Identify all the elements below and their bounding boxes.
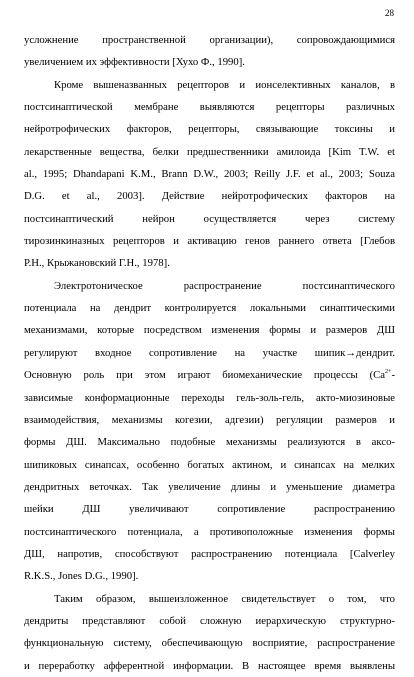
text-line: постсинаптический нейрон осуществляется через систему bbox=[24, 212, 395, 225]
text-line: взаимодействия, механизмы когезии, адгезии) регуляции размеров и bbox=[24, 413, 395, 426]
text-line: Электротоническое распространение постсинаптического bbox=[54, 279, 395, 292]
text-line: ДШ, напротив, способствуют распространению потенциала [Calverley bbox=[24, 547, 395, 560]
text-line: потенциала на дендрит контролируется локальными синаптическими bbox=[24, 302, 395, 315]
text-line: Кроме вышеназванных рецепторов и ионселективных каналов, в bbox=[54, 78, 395, 91]
page-number: 28 bbox=[385, 8, 394, 18]
text-line: увеличением их эффективности [Хухо Ф., 1990]. bbox=[24, 56, 245, 69]
text-line: регулируют входное сопротивление на участке шипик→дендрит. bbox=[24, 346, 395, 359]
text-line: зависимые конформационные переходы гель-золь-гель, акто-миозиновые bbox=[24, 391, 395, 404]
text-line: постсинаптической мембране выявляются рецепторы различных bbox=[24, 101, 395, 114]
text-line: шейки ДШ увеличивают сопротивление распространению bbox=[24, 503, 395, 516]
superscript: 2+ bbox=[385, 369, 392, 376]
text-line: D.G. et al., 2003]. Действие нейротрофических факторов на bbox=[24, 190, 395, 203]
text-line: Таким образом, вышеизложенное свидетельствует о том, что bbox=[54, 592, 395, 605]
text-line: постсинаптического потенциала, а противоположные изменения формы bbox=[24, 525, 395, 538]
document-body bbox=[24, 29, 395, 677]
text-line: и переработку афферентной информации. В настоящее время выявлены bbox=[24, 659, 395, 672]
text-line: шипиковых синапсах, особенно богатых актином, и синапсах на мелких bbox=[24, 458, 395, 471]
text-line: Р.Н., Крыжановский Г.Н., 1978]. bbox=[24, 257, 170, 270]
text-line: тирозинкиназных рецепторов и активацию генов раннего ответа [Глебов bbox=[24, 235, 395, 248]
text-line: al., 1995; Dhandapani K.M., Brann D.W., 2003; Reilly J.F. et al., 2003; Souza bbox=[24, 168, 395, 181]
text-line: усложнение пространственной организации), сопровождающимися bbox=[24, 34, 395, 46]
text-line-with-superscript bbox=[24, 364, 395, 386]
text-line: функциональную систему, обеспечивающую восприятие, распространение bbox=[24, 637, 395, 650]
text-fragment: Основную роль при этом играют биомеханические процессы (Ca bbox=[24, 369, 386, 382]
text-line: нейротрофических факторов, рецепторы, связывающие токсины и bbox=[24, 123, 395, 136]
text-line: дендритных веточках. Так увеличение длины и уменьшение диаметра bbox=[24, 480, 395, 493]
text-line: механизмами, которые посредством изменения формы и размеров ДШ bbox=[24, 324, 395, 337]
text-line: дендриты представляют собой сложную иерархическую структурно- bbox=[24, 614, 395, 627]
text-fragment: - bbox=[391, 369, 395, 382]
text-line: R.K.S., Jones D.G., 1990]. bbox=[24, 570, 139, 583]
text-line: лекарственные вещества, белки предшественники амилоида [Kim T.W. et bbox=[24, 145, 395, 158]
text-line: формы ДШ. Максимально подобные механизмы реализуются в аксо- bbox=[24, 436, 395, 449]
